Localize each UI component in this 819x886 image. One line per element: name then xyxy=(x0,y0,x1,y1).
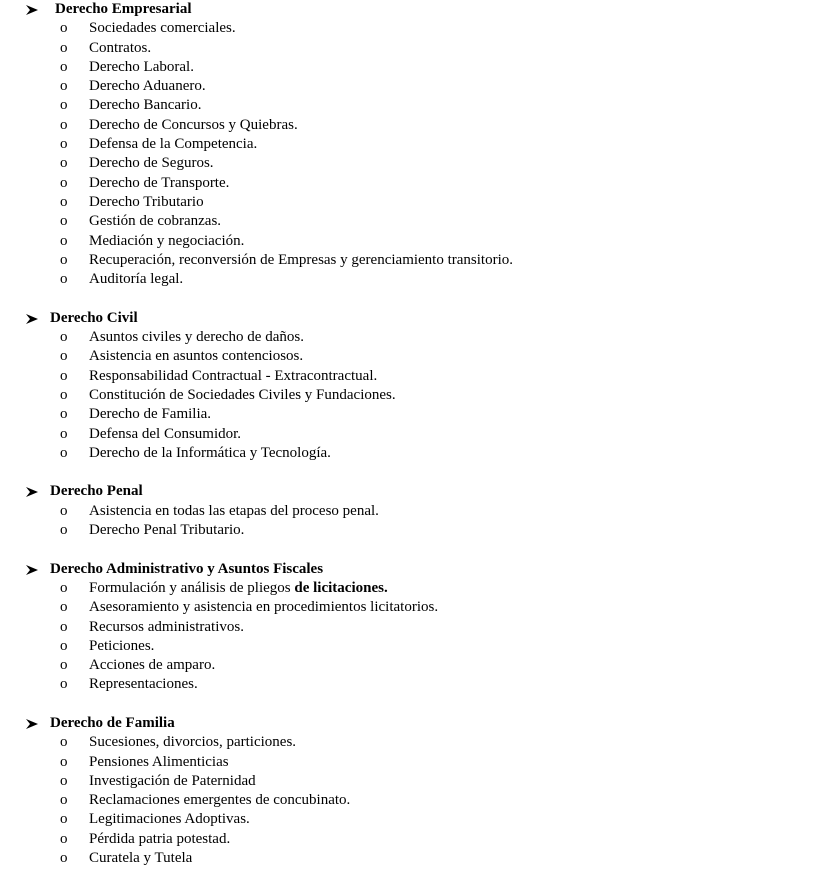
list-item xyxy=(0,618,819,637)
list-item xyxy=(0,347,819,366)
list-item xyxy=(0,58,819,77)
circle-bullet-icon: o xyxy=(60,367,68,384)
list-item-text: Responsabilidad Contractual - Extracontractual. xyxy=(89,367,378,384)
list-item-text: Derecho Laboral. xyxy=(89,58,194,75)
list-item-text: Recursos administrativos. xyxy=(89,618,244,635)
list-item-text: Auditoría legal. xyxy=(89,271,184,288)
list-item xyxy=(0,637,819,656)
circle-bullet-icon: o xyxy=(60,251,68,268)
list-item-text: Derecho de Concursos y Quiebras. xyxy=(89,116,298,133)
circle-bullet-icon: o xyxy=(60,174,68,191)
circle-bullet-icon: o xyxy=(60,599,68,616)
arrow-bullet-icon xyxy=(26,309,40,328)
circle-bullet-icon: o xyxy=(60,20,68,37)
list-item xyxy=(0,502,819,521)
list-item-text: Derecho de Familia. xyxy=(89,406,212,423)
section-derecho-de-familia xyxy=(0,714,819,868)
circle-bullet-icon: o xyxy=(60,502,68,519)
list-item-text: Defensa del Consumidor. xyxy=(89,425,242,442)
list-item xyxy=(0,675,819,694)
list-item-text xyxy=(89,579,388,598)
list-item xyxy=(0,96,819,115)
circle-bullet-icon: o xyxy=(60,676,68,693)
list-item-text: Derecho Penal Tributario. xyxy=(89,522,245,539)
list-item-text: Asesoramiento y asistencia en procedimientos licitatorios. xyxy=(89,599,439,616)
list-item xyxy=(0,656,819,675)
list-item-text: Legitimaciones Adoptivas. xyxy=(89,811,250,828)
circle-bullet-icon: o xyxy=(60,78,68,95)
list-item xyxy=(0,425,819,444)
list-item-text: Recuperación, reconversión de Empresas y gerenciamiento transitorio. xyxy=(89,251,514,268)
list-item xyxy=(0,367,819,386)
section-title: Derecho Empresarial xyxy=(55,1,192,17)
circle-bullet-icon: o xyxy=(60,637,68,654)
list-item-text: Derecho Tributario xyxy=(89,193,204,210)
circle-bullet-icon: o xyxy=(60,97,68,114)
circle-bullet-icon: o xyxy=(60,444,68,461)
list-item xyxy=(0,386,819,405)
list-item xyxy=(0,212,819,231)
list-item-text: Asistencia en todas las etapas del proceso penal. xyxy=(89,502,379,519)
list-item-text: Gestión de cobranzas. xyxy=(89,213,222,230)
arrow-bullet-icon xyxy=(26,560,40,579)
section-title: Derecho Administrativo y Asuntos Fiscales xyxy=(50,560,324,577)
list-item xyxy=(0,810,819,829)
circle-bullet-icon: o xyxy=(60,213,68,230)
list-item-text: Curatela y Tutela xyxy=(89,850,193,867)
section-derecho-civil xyxy=(0,309,819,463)
list-item-text-plain: Formulación y análisis de pliegos xyxy=(89,579,295,596)
section-title: Derecho de Familia xyxy=(50,714,175,731)
circle-bullet-icon: o xyxy=(60,39,68,56)
section-heading xyxy=(0,714,819,733)
list-item xyxy=(0,135,819,154)
circle-bullet-icon: o xyxy=(60,232,68,249)
list-item xyxy=(0,328,819,347)
list-item-text: Derecho de Transporte. xyxy=(89,174,230,191)
section-heading xyxy=(0,482,819,501)
arrow-bullet-icon xyxy=(26,714,40,733)
list-item xyxy=(0,39,819,58)
circle-bullet-icon: o xyxy=(60,734,68,751)
list-item-text: Derecho de la Informática y Tecnología. xyxy=(89,444,331,461)
section-heading xyxy=(0,0,819,19)
arrow-bullet-icon xyxy=(26,482,40,501)
circle-bullet-icon: o xyxy=(60,136,68,153)
list-item-text: Pensiones Alimenticias xyxy=(89,753,229,770)
circle-bullet-icon: o xyxy=(60,348,68,365)
list-item xyxy=(0,849,819,868)
circle-bullet-icon: o xyxy=(60,579,68,596)
list-item xyxy=(0,830,819,849)
circle-bullet-icon: o xyxy=(60,522,68,539)
list-item-text: Reclamaciones emergentes de concubinato. xyxy=(89,792,351,809)
list-item xyxy=(0,19,819,38)
list-item-text: Representaciones. xyxy=(89,676,198,693)
list-item xyxy=(0,232,819,251)
circle-bullet-icon: o xyxy=(60,271,68,288)
circle-bullet-icon: o xyxy=(60,425,68,442)
circle-bullet-icon: o xyxy=(60,193,68,210)
list-item-text: Derecho de Seguros. xyxy=(89,155,214,172)
circle-bullet-icon: o xyxy=(60,155,68,172)
section-derecho-penal xyxy=(0,482,819,540)
list-item-text: Peticiones. xyxy=(89,637,155,654)
list-item-text: Investigación de Paternidad xyxy=(89,772,256,789)
list-item xyxy=(0,521,819,540)
circle-bullet-icon: o xyxy=(60,406,68,423)
section-spacer xyxy=(0,695,819,714)
circle-bullet-icon: o xyxy=(60,116,68,133)
list-item-text: Defensa de la Competencia. xyxy=(89,136,258,153)
circle-bullet-icon: o xyxy=(60,657,68,674)
list-item-text: Mediación y negociación. xyxy=(89,232,245,249)
section-derecho-empresarial xyxy=(0,0,819,289)
list-item xyxy=(0,154,819,173)
arrow-bullet-icon xyxy=(26,0,40,19)
circle-bullet-icon: o xyxy=(60,386,68,403)
section-spacer xyxy=(0,289,819,308)
list-item-text-bold: de licitaciones. xyxy=(294,579,388,596)
list-item-text: Derecho Aduanero. xyxy=(89,78,206,95)
circle-bullet-icon: o xyxy=(60,792,68,809)
section-title: Derecho Penal xyxy=(50,483,143,500)
list-item xyxy=(0,193,819,212)
list-item xyxy=(0,270,819,289)
circle-bullet-icon: o xyxy=(60,753,68,770)
list-item xyxy=(0,733,819,752)
list-item xyxy=(0,772,819,791)
list-item xyxy=(0,405,819,424)
list-item xyxy=(0,791,819,810)
circle-bullet-icon: o xyxy=(60,850,68,867)
list-item xyxy=(0,174,819,193)
section-heading xyxy=(0,309,819,328)
list-item-text: Contratos. xyxy=(89,39,152,56)
list-item-text: Asuntos civiles y derecho de daños. xyxy=(89,329,304,346)
section-title: Derecho Civil xyxy=(50,309,138,326)
list-item-text: Sucesiones, divorcios, particiones. xyxy=(89,734,297,751)
list-item xyxy=(0,251,819,270)
list-item xyxy=(0,77,819,96)
circle-bullet-icon: o xyxy=(60,811,68,828)
circle-bullet-icon: o xyxy=(60,772,68,789)
circle-bullet-icon: o xyxy=(60,618,68,635)
list-item-text: Pérdida patria potestad. xyxy=(89,830,231,847)
list-item xyxy=(0,579,819,598)
list-item xyxy=(0,753,819,772)
circle-bullet-icon: o xyxy=(60,830,68,847)
list-item-text: Asistencia en asuntos contenciosos. xyxy=(89,348,304,365)
list-item-text: Constitución de Sociedades Civiles y Fundaciones. xyxy=(89,386,396,403)
list-item-text: Acciones de amparo. xyxy=(89,657,216,674)
section-heading xyxy=(0,560,819,579)
section-spacer xyxy=(0,540,819,559)
list-item xyxy=(0,598,819,617)
circle-bullet-icon: o xyxy=(60,58,68,75)
section-spacer xyxy=(0,463,819,482)
list-item-text: Sociedades comerciales. xyxy=(89,20,236,37)
list-item xyxy=(0,444,819,463)
section-derecho-administrativo xyxy=(0,560,819,695)
circle-bullet-icon: o xyxy=(60,329,68,346)
list-item-text: Derecho Bancario. xyxy=(89,97,202,114)
list-item xyxy=(0,116,819,135)
